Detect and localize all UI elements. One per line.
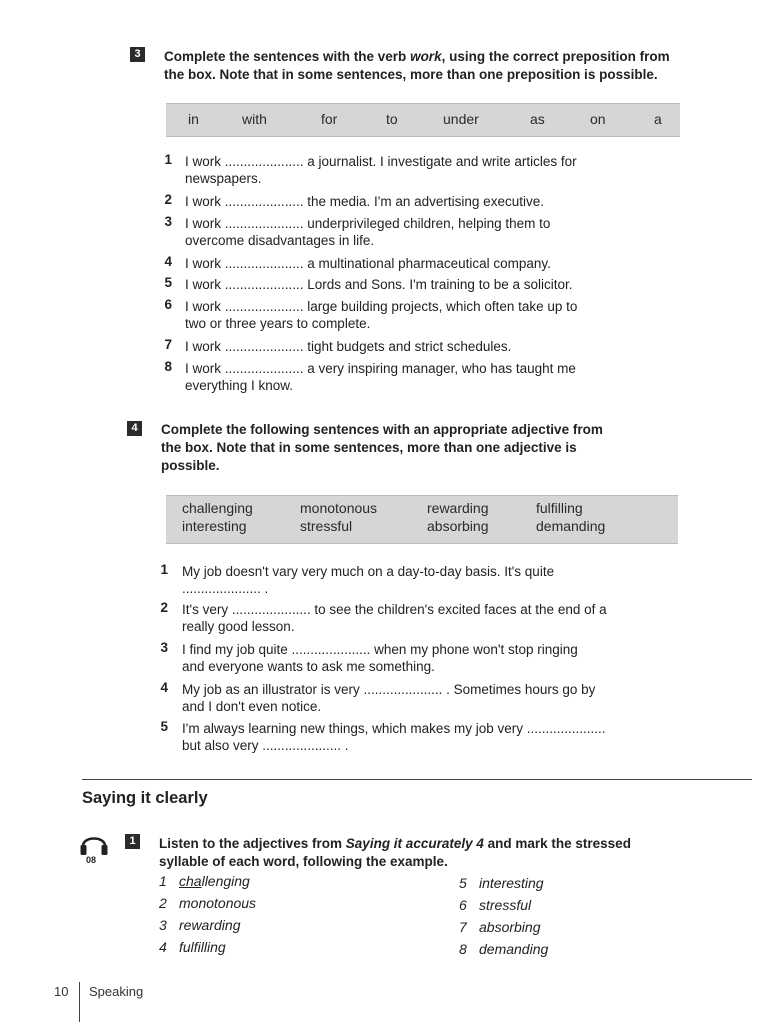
box-word: with <box>242 111 267 127</box>
item-text: and everyone wants to ask me something. <box>182 659 435 674</box>
item-word: fulfilling <box>179 939 226 955</box>
item-text: overcome disadvantages in life. <box>185 233 375 248</box>
item-text: everything I know. <box>185 378 294 393</box>
box-word: a <box>654 111 662 127</box>
list-item <box>159 939 226 955</box>
audio-track-number: 08 <box>86 855 97 865</box>
item-number: 5 <box>164 275 172 290</box>
item-number: 3 <box>160 640 168 655</box>
item-text: It's very ..................... to see the children's excited faces at the end of a <box>182 602 607 617</box>
exercise-number-badge: 1 <box>125 834 140 849</box>
box-word: challenging <box>182 500 253 516</box>
item-number: 2 <box>159 895 167 911</box>
list-item <box>159 895 256 911</box>
footer-divider <box>79 982 80 1022</box>
box-word: on <box>590 111 606 127</box>
item-text: really good lesson. <box>182 619 295 634</box>
exercise-instruction <box>164 48 744 84</box>
list-item <box>159 917 240 933</box>
item-number: 1 <box>164 152 172 167</box>
item-text: I work ..................... underprivileged children, helping them to <box>185 216 551 231</box>
item-text: I work ..................... tight budgets and strict schedules. <box>185 339 512 354</box>
item-number: 7 <box>459 919 467 935</box>
page-number: 10 <box>54 984 69 999</box>
item-number: 3 <box>164 214 172 229</box>
item-text: I work ..................... Lords and Sons. I'm training to be a solicitor. <box>185 277 573 292</box>
exercise-instruction <box>159 835 739 871</box>
box-word: rewarding <box>427 500 489 516</box>
section-divider <box>82 779 752 780</box>
box-word: absorbing <box>427 518 489 534</box>
list-item <box>159 873 250 889</box>
exercise-number-badge: 3 <box>130 47 145 62</box>
item-word: absorbing <box>479 919 541 935</box>
instruction-text: the box. Note that in some sentences, more than one adjective is <box>161 440 577 455</box>
item-number: 6 <box>459 897 467 913</box>
item-text: I work ..................... large building projects, which often take up to <box>185 299 578 314</box>
stressed-syllable: cha <box>179 873 202 889</box>
instruction-text: Listen to the adjectives from <box>159 836 346 851</box>
box-word: under <box>443 111 479 127</box>
item-number: 2 <box>164 192 172 207</box>
item-text: and I don't even notice. <box>182 699 322 714</box>
item-text: I work ..................... a journalist. I investigate and write articles for <box>185 154 577 169</box>
item-number: 7 <box>164 337 172 352</box>
item-number: 5 <box>459 875 467 891</box>
item-text: I find my job quite ..................... when my phone won't stop ringing <box>182 642 578 657</box>
item-word: rewarding <box>179 917 241 933</box>
item-word: demanding <box>479 941 549 957</box>
item-word: stressful <box>479 897 532 913</box>
list-item <box>459 941 548 957</box>
instruction-text: and mark the stressed <box>483 836 631 851</box>
item-text: newspapers. <box>185 171 262 186</box>
item-number: 8 <box>459 941 467 957</box>
preposition-box <box>166 103 680 137</box>
footer-section-name: Speaking <box>89 984 144 999</box>
box-word: stressful <box>300 518 353 534</box>
item-number: 5 <box>160 719 168 734</box>
item-number: 8 <box>164 359 172 374</box>
item-number: 4 <box>164 254 172 269</box>
adjective-box <box>166 495 678 544</box>
section-heading: Saying it clearly <box>82 789 208 807</box>
box-word: to <box>386 111 398 127</box>
item-text: I work ..................... the media. I'm an advertising executive. <box>185 194 544 209</box>
instruction-text: possible. <box>161 458 220 473</box>
instruction-text: , using the correct preposition from <box>441 49 670 64</box>
item-text: two or three years to complete. <box>185 316 371 331</box>
item-text: My job doesn't vary very much on a day-to-day basis. It's quite <box>182 564 555 579</box>
instruction-text: the box. Note that in some sentences, more than one preposition is possible. <box>164 67 658 82</box>
box-word: fulfilling <box>536 500 583 516</box>
list-item <box>459 919 541 935</box>
item-number: 3 <box>159 917 167 933</box>
item-number: 2 <box>160 600 168 615</box>
item-number: 1 <box>159 873 167 889</box>
item-number: 4 <box>159 939 167 955</box>
instruction-reference: Saying it accurately 4 <box>345 836 484 851</box>
list-item <box>459 897 531 913</box>
box-word: monotonous <box>300 500 378 516</box>
item-number: 1 <box>160 562 168 577</box>
box-word: in <box>188 111 199 127</box>
item-word: interesting <box>479 875 544 891</box>
item-text: I work ..................... a multinational pharmaceutical company. <box>185 256 551 271</box>
item-number: 4 <box>160 680 168 695</box>
item-number: 6 <box>164 297 172 312</box>
item-word-rest: llenging <box>201 873 250 889</box>
box-word: demanding <box>536 518 606 534</box>
exercise-number-badge: 4 <box>127 421 142 436</box>
box-word: as <box>530 111 545 127</box>
item-text: but also very ..................... . <box>182 738 349 753</box>
instruction-verb: work <box>410 49 442 64</box>
list-item <box>459 875 544 891</box>
instruction-text: Complete the following sentences with an appropriate adjective from <box>161 422 603 437</box>
box-word: for <box>321 111 338 127</box>
item-text: I work ..................... a very inspiring manager, who has taught me <box>185 361 576 376</box>
instruction-text: Complete the sentences with the verb <box>164 49 411 64</box>
box-word: interesting <box>182 518 247 534</box>
exercise-instruction <box>161 421 721 475</box>
instruction-text: syllable of each word, following the example. <box>159 854 448 869</box>
item-text: ..................... . <box>182 581 269 596</box>
item-text: I'm always learning new things, which makes my job very ..................... <box>182 721 606 736</box>
item-text: My job as an illustrator is very ..................... . Sometimes hours go by <box>182 682 596 697</box>
item-word: monotonous <box>179 895 257 911</box>
